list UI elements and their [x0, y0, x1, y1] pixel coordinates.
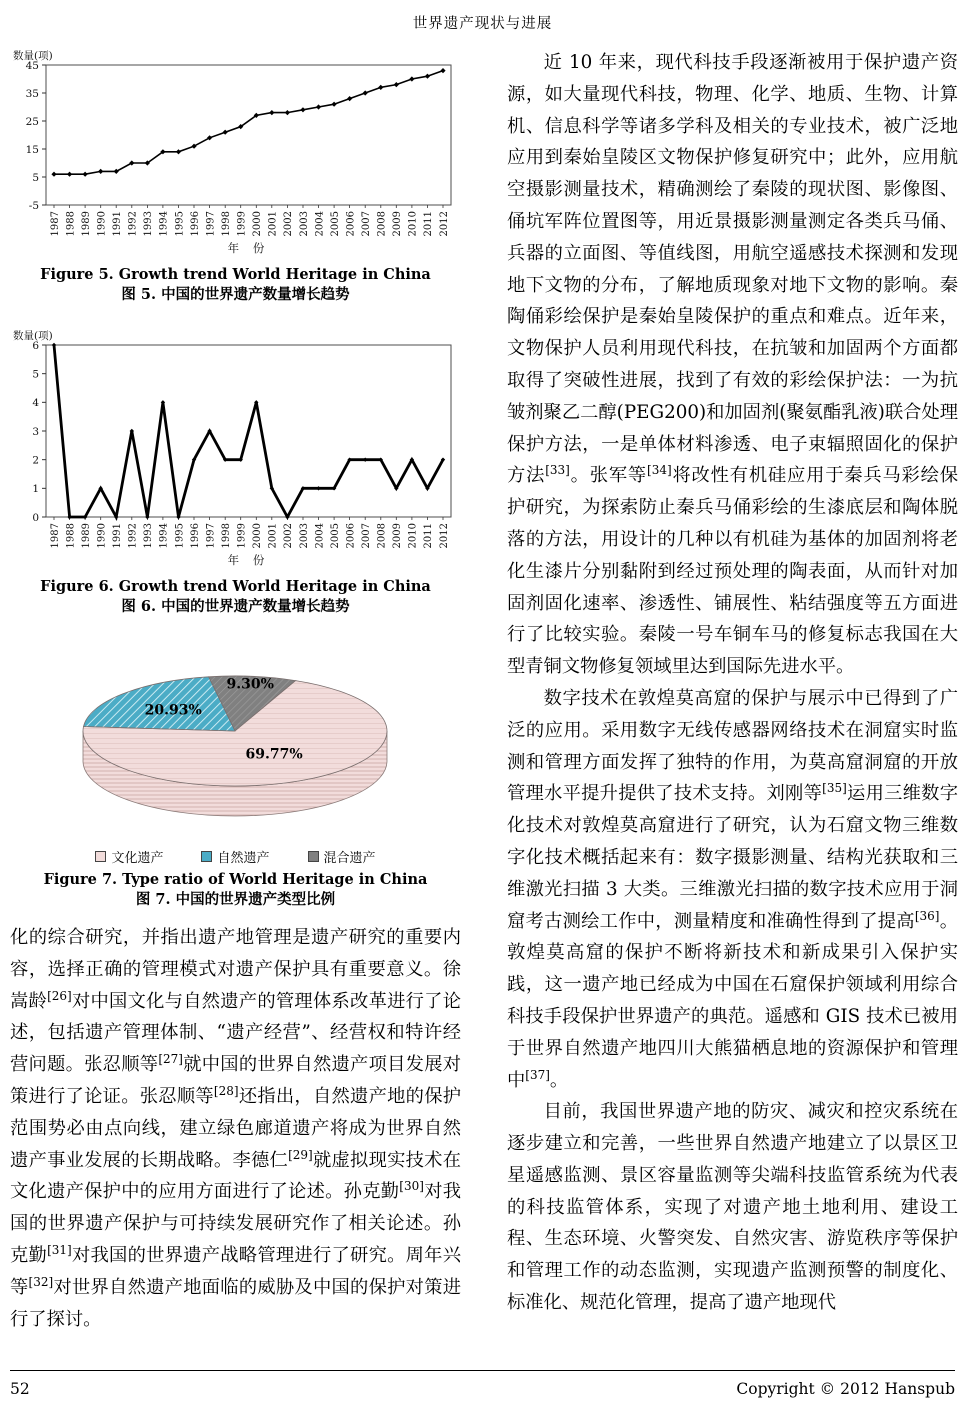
paragraph: 目前，我国世界遗产地的防灾、减灾和控灾系统在逐步建立和完善，一些世界自然遗产地建立了以景区卫星遥感监测、景区容量监测等尖端科技监管系统为代表的科技监管体系，实现了对遗产地土地利用、建设工程、生态环境、火警突发、自然灾害、游览秩序等保护和管理工作的动态监测，实现遗产监测预警的制度化、标准化、规范化管理，提高了遗产地现代	[507, 1101, 958, 1314]
svg-text:2001: 2001	[267, 211, 279, 237]
paragraph: 数字技术在敦煌莫高窟的保护与展示中已得到了广泛的应用。采用数字无线传感器网络技术在洞窟实时监测和管理方面发挥了独特的作用，为莫高窟洞窟的开放管理水平提升提供了技术支持。刘刚等[35]运用三维数字化技术对敦煌莫高窟进行了研究，认为石窟文物三维数字化技术概括起来有：数字摄影测量、结构光获取和三维激光扫描 3 大类。三维激光扫描的数字技术应用于洞窟考古测绘工作中，测量精度和准确性得到了提高[36]。敦煌莫高窟的保护不断将新技术和新成果引入保护实践，这一遗产地已经成为中国在石窟保护领域利用综合科技手段保护世界遗产的典范。遥感和 GIS 技术已被用于世界自然遗产地四川大熊猫栖息地的资源保护和管理中[37]。	[507, 687, 959, 1091]
svg-text:2003: 2003	[298, 211, 310, 237]
svg-text:2005: 2005	[329, 211, 341, 237]
svg-text:1990: 1990	[96, 211, 108, 237]
svg-text:2012: 2012	[438, 523, 450, 549]
svg-text:5: 5	[32, 171, 39, 184]
figure5-caption-zh: 图 5. 中国的世界遗产数量增长趋势	[121, 286, 350, 303]
svg-text:1998: 1998	[221, 211, 232, 237]
paragraph: 化的综合研究，并指出遗产地管理是遗产研究的重要内容，选择正确的管理模式对遗产保护具有重要意义。徐嵩龄[26]对中国文化与自然遗产的管理体系改革进行了论述，包括遗产管理体制、“遗产经营”、经营权和特许经营问题。张忍顺等[27]就中国的世界自然遗产项目发展对策进行了论证。张忍顺等[28]还指出，自然遗产地的保护范围势必由点向线，建立绿色廊道遗产将成为世界自然遗产事业发展的长期战略。李德仁[29]就虚拟现实技术在文化遗产保护中的应用方面进行了论述。孙克勤[30]对我国的世界遗产保护与可持续发展研究作了相关论述。孙克勤[31]对我国的世界遗产战略管理进行了研究。周年兴等[32]对世界自然遗产地面临的威胁及中国的保护对策进行了探讨。	[10, 927, 462, 1330]
svg-text:年 份: 年 份	[227, 553, 270, 567]
svg-text:0: 0	[32, 511, 39, 524]
legend-item	[201, 847, 269, 866]
svg-text:69.77%: 69.77%	[245, 746, 303, 763]
legend-label: 混合遗产	[323, 851, 376, 866]
svg-text:35: 35	[25, 87, 39, 100]
svg-text:2009: 2009	[392, 523, 404, 549]
two-column-layout	[10, 47, 959, 1335]
citation-ref: [31]	[47, 1242, 72, 1257]
svg-text:2008: 2008	[376, 211, 388, 237]
svg-text:2004: 2004	[314, 211, 326, 237]
svg-text:2006: 2006	[345, 523, 357, 549]
figure7-legend	[10, 847, 461, 866]
svg-text:数量(项): 数量(项)	[13, 50, 53, 62]
copyright-notice: Copyright © 2012 Hanspub	[736, 1380, 955, 1398]
svg-text:2009: 2009	[392, 211, 404, 237]
svg-text:5: 5	[32, 368, 39, 381]
citation-ref: [30]	[399, 1179, 424, 1194]
citation-ref: [35]	[822, 781, 847, 796]
svg-text:1990: 1990	[96, 523, 108, 549]
right-column	[507, 47, 958, 1335]
svg-text:2002: 2002	[283, 523, 295, 549]
figure5-line-chart	[10, 47, 461, 261]
svg-text:6: 6	[32, 339, 39, 352]
paragraph: 近 10 年来，现代科技手段逐渐被用于保护遗产资源，如大量现代科技，物理、化学、地质、生物、计算机、信息科学等诸多学科及相关的专业技术，被广泛地应用到秦始皇陵区文物保护修复研究中；此外，应用航空摄影测量技术，精确测绘了秦陵的现状图、影像图、俑坑军阵位置图等，用近景摄影测量测定各类兵马俑、兵器的立面图、等值线图，用航空遥感技术探测和发现地下文物的分布，了解地质现象对地下文物的影响。秦陶俑彩绘保护是秦始皇陵保护的重点和难点。近年来，文物保护人员利用现代科技，在抗皱和加固两个方面都取得了突破性进展，找到了有效的彩绘保护法：一为抗皱剂聚乙二醇(PEG200)和加固剂(聚氨酯乳液)联合处理保护方法，一是单体材料渗透、电子束辐照固化的保护方法[33]。张军等[34]将改性有机硅应用于秦兵马彩绘保护研究，为探索防止秦兵马俑彩绘的生漆底层和陶体脱落的方法，用设计的几种以有机硅为基体的加固剂将老化生漆片分别黏附到经过预处理的陶表面，从而针对加固剂固化速率、渗透性、铺展性、粘结强度等五方面进行了比较实验。秦陵一号车铜车马的修复标志我国在大型青铜文物修复领域里达到国际先进水平。	[507, 52, 959, 678]
right-column-text	[507, 47, 958, 1319]
page-number: 52	[10, 1380, 30, 1398]
legend-label: 文化遗产	[111, 851, 164, 866]
svg-text:20.93%: 20.93%	[144, 702, 202, 719]
svg-text:2012: 2012	[438, 211, 450, 237]
svg-text:1987: 1987	[49, 523, 61, 549]
svg-text:2002: 2002	[283, 211, 295, 237]
svg-text:-5: -5	[28, 199, 39, 212]
svg-text:1988: 1988	[65, 211, 77, 237]
svg-text:1996: 1996	[189, 523, 201, 549]
svg-text:1998: 1998	[221, 523, 232, 549]
citation-ref: [33]	[545, 463, 570, 478]
svg-text:15: 15	[25, 143, 39, 156]
svg-text:9.30%: 9.30%	[226, 676, 274, 693]
citation-ref: [26]	[47, 988, 72, 1003]
svg-text:1995: 1995	[174, 211, 186, 237]
svg-text:1999: 1999	[236, 523, 248, 549]
svg-text:1991: 1991	[112, 523, 123, 549]
page-footer	[10, 1370, 955, 1398]
svg-text:1992: 1992	[127, 211, 139, 237]
svg-text:4: 4	[32, 397, 39, 410]
citation-ref: [29]	[288, 1147, 313, 1162]
svg-text:1989: 1989	[80, 523, 92, 549]
svg-text:2011: 2011	[423, 211, 435, 237]
citation-ref: [37]	[525, 1067, 550, 1082]
svg-text:1992: 1992	[127, 523, 139, 549]
svg-text:1996: 1996	[189, 211, 201, 237]
svg-text:3: 3	[32, 425, 39, 438]
legend-label: 自然遗产	[217, 851, 270, 866]
figure6-caption-en: Figure 6. Growth trend World Heritage in China	[40, 578, 431, 595]
svg-text:2010: 2010	[407, 211, 419, 237]
figure5-caption-en: Figure 5. Growth trend World Heritage in China	[40, 266, 431, 283]
figure7-caption	[10, 870, 461, 910]
running-head: 世界遗产现状与进展	[412, 16, 553, 32]
svg-text:1991: 1991	[112, 211, 123, 237]
figure5	[10, 47, 461, 305]
citation-ref: [27]	[158, 1052, 183, 1067]
svg-text:45: 45	[25, 59, 39, 72]
svg-text:1994: 1994	[158, 523, 170, 549]
citation-ref: [28]	[213, 1083, 239, 1098]
svg-text:2011: 2011	[423, 523, 435, 549]
svg-text:1: 1	[32, 483, 39, 496]
figure7-pie-chart	[10, 641, 461, 843]
svg-text:1994: 1994	[158, 211, 170, 237]
legend-swatch-icon	[308, 851, 319, 862]
svg-text:1995: 1995	[174, 523, 186, 549]
citation-ref: [32]	[28, 1274, 54, 1289]
svg-text:2008: 2008	[376, 523, 388, 549]
svg-text:1997: 1997	[205, 523, 217, 549]
svg-text:数量(项): 数量(项)	[13, 330, 53, 342]
svg-text:2000: 2000	[252, 211, 264, 237]
svg-text:2: 2	[32, 454, 39, 467]
legend-item	[308, 847, 376, 866]
svg-text:1993: 1993	[143, 211, 155, 237]
svg-text:1993: 1993	[143, 523, 155, 549]
figure6-caption	[10, 577, 461, 617]
svg-text:2001: 2001	[267, 523, 279, 549]
svg-text:1988: 1988	[65, 523, 77, 549]
left-column	[10, 47, 461, 1335]
svg-text:2005: 2005	[329, 523, 341, 549]
legend-swatch-icon	[201, 851, 212, 862]
left-column-text	[10, 922, 461, 1335]
svg-text:25: 25	[25, 115, 39, 128]
figure5-caption	[10, 265, 461, 305]
figure7-caption-en: Figure 7. Type ratio of World Heritage in China	[43, 871, 428, 888]
legend-swatch-icon	[95, 851, 106, 862]
citation-ref: [34]	[647, 463, 672, 478]
svg-text:1989: 1989	[80, 211, 92, 237]
svg-text:1987: 1987	[49, 211, 61, 237]
figure6-caption-zh: 图 6. 中国的世界遗产数量增长趋势	[121, 598, 350, 615]
svg-text:2006: 2006	[345, 211, 357, 237]
svg-text:2000: 2000	[252, 523, 264, 549]
figure7	[10, 641, 461, 910]
svg-text:2003: 2003	[298, 523, 310, 549]
svg-text:2004: 2004	[314, 523, 326, 549]
svg-text:2007: 2007	[361, 211, 372, 237]
svg-text:年 份: 年 份	[227, 241, 270, 255]
figure7-caption-zh: 图 7. 中国的世界遗产类型比例	[135, 891, 336, 908]
figure6-line-chart	[10, 327, 461, 573]
svg-text:1999: 1999	[236, 211, 248, 237]
citation-ref: [36]	[914, 908, 940, 923]
legend-item	[95, 847, 163, 866]
figure6	[10, 327, 461, 617]
svg-text:1997: 1997	[205, 211, 217, 237]
svg-text:2007: 2007	[361, 523, 372, 549]
svg-text:2010: 2010	[407, 523, 419, 549]
